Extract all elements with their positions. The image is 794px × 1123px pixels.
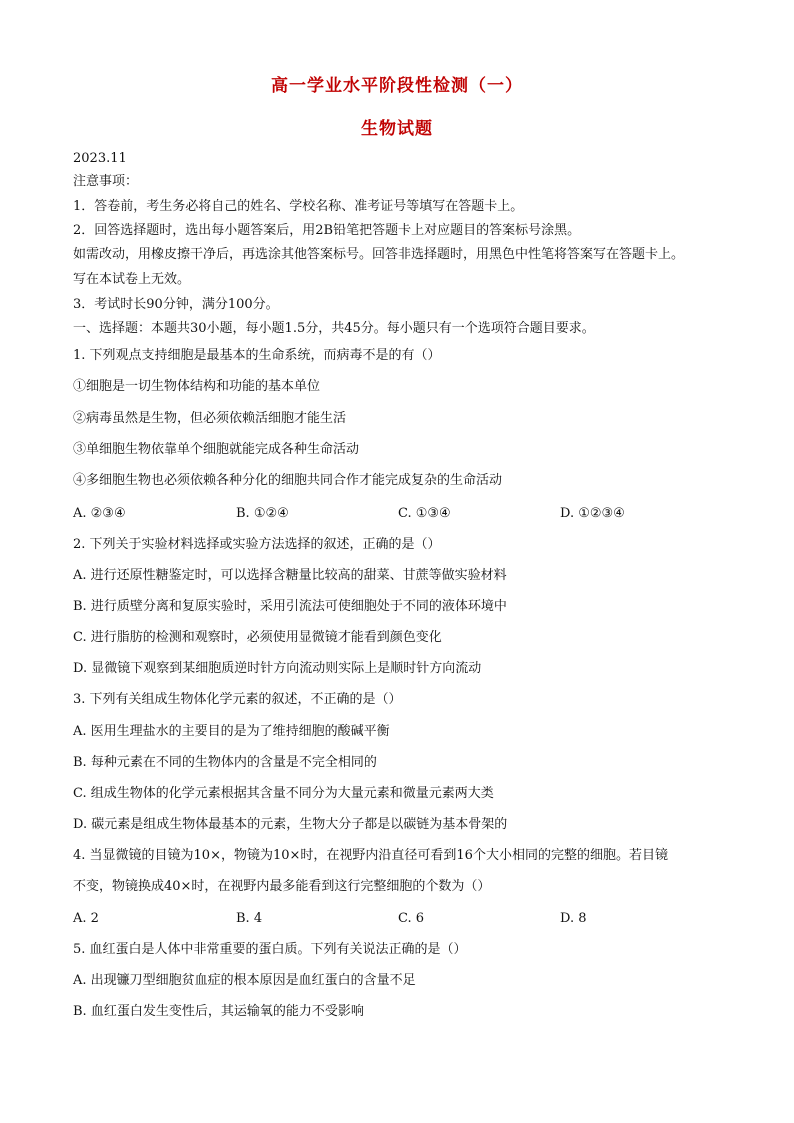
question-2-stem: 2. 下列关于实验材料选择或实验方法选择的叙述，正确的是（） — [73, 537, 441, 552]
exam-subtitle: 生物试题 — [361, 119, 433, 139]
section-heading: 一、选择题：本题共30小题，每小题1.5分，共45分。每小题只有一个选项符合题目要求。 — [73, 321, 595, 336]
option-b: B. 4 — [236, 911, 263, 926]
option-b: B. ①②④ — [236, 506, 289, 521]
notice-item-3: 3．考试时长90分钟，满分100分。 — [73, 297, 279, 312]
notice-item-2: 2．回答选择题时，选出每小题答案后，用2B铅笔把答题卡上对应题目的答案标号涂黑。 — [73, 223, 581, 238]
option-d: D. ①②③④ — [560, 506, 625, 521]
question-1-statement: ②病毒虽然是生物，但必须依赖活细胞才能生活 — [73, 411, 347, 426]
option-d: D. 8 — [560, 911, 587, 926]
question-5-option-b: B. 血红蛋白发生变性后，其运输氧的能力不受影响 — [73, 1004, 364, 1019]
notice-item-2-cont: 如需改动，用橡皮擦干净后，再选涂其他答案标号。回答非选择题时，用黑色中性笔将答案写在答题卡上。 — [73, 247, 685, 262]
option-c: C. ①③④ — [398, 506, 451, 521]
notice-item-2-end: 写在本试卷上无效。 — [73, 272, 191, 287]
question-3-option-d: D. 碳元素是组成生物体最基本的元素，生物大分子都是以碳链为基本骨架的 — [73, 817, 508, 832]
question-1-stem: 1. 下列观点支持细胞是最基本的生命系统，而病毒不是的有（） — [73, 348, 441, 363]
question-4-stem: 4. 当显微镜的目镜为10×，物镜为10×时，在视野内沿直径可看到16个大小相同的完整的细胞。若目镜 — [73, 848, 668, 863]
notice-item-1: 1．答卷前，考生务必将自己的姓名、学校名称、准考证号等填写在答题卡上。 — [73, 199, 524, 214]
question-3-option-a: A. 医用生理盐水的主要目的是为了维持细胞的酸碱平衡 — [73, 724, 390, 739]
question-2-option-c: C. 进行脂肪的检测和观察时，必须使用显微镜才能看到颜色变化 — [73, 630, 442, 645]
question-5-stem: 5. 血红蛋白是人体中非常重要的蛋白质。下列有关说法正确的是（） — [73, 942, 467, 957]
question-2-option-b: B. 进行质壁分离和复原实验时，采用引流法可使细胞处于不同的液体环境中 — [73, 599, 507, 614]
question-3-stem: 3. 下列有关组成生物体化学元素的叙述，不正确的是（） — [73, 692, 402, 707]
option-a: A. 2 — [73, 911, 99, 926]
question-1-statement: ③单细胞生物依靠单个细胞就能完成各种生命活动 — [73, 442, 360, 457]
exam-title: 高一学业水平阶段性检测（一） — [271, 76, 523, 96]
option-c: C. 6 — [398, 911, 425, 926]
exam-date: 2023.11 — [73, 151, 127, 166]
notice-heading: 注意事项： — [73, 174, 139, 189]
question-2-option-a: A. 进行还原性糖鉴定时，可以选择含糖量比较高的甜菜、甘蔗等做实验材料 — [73, 568, 507, 583]
question-5-option-a: A. 出现镰刀型细胞贫血症的根本原因是血红蛋白的含量不足 — [73, 973, 416, 988]
question-3-option-c: C. 组成生物体的化学元素根据其含量不同分为大量元素和微量元素两大类 — [73, 786, 494, 801]
question-3-option-b: B. 每种元素在不同的生物体内的含量是不完全相同的 — [73, 755, 377, 770]
question-4-stem-cont: 不变，物镜换成40×时，在视野内最多能看到这行完整细胞的个数为（） — [73, 879, 491, 894]
question-1-statement: ①细胞是一切生物体结构和功能的基本单位 — [73, 379, 321, 394]
question-1-statement: ④多细胞生物也必须依赖各种分化的细胞共同合作才能完成复杂的生命活动 — [73, 473, 503, 488]
option-a: A. ②③④ — [73, 506, 126, 521]
question-2-option-d: D. 显微镜下观察到某细胞质逆时针方向流动则实际上是顺时针方向流动 — [73, 661, 482, 676]
